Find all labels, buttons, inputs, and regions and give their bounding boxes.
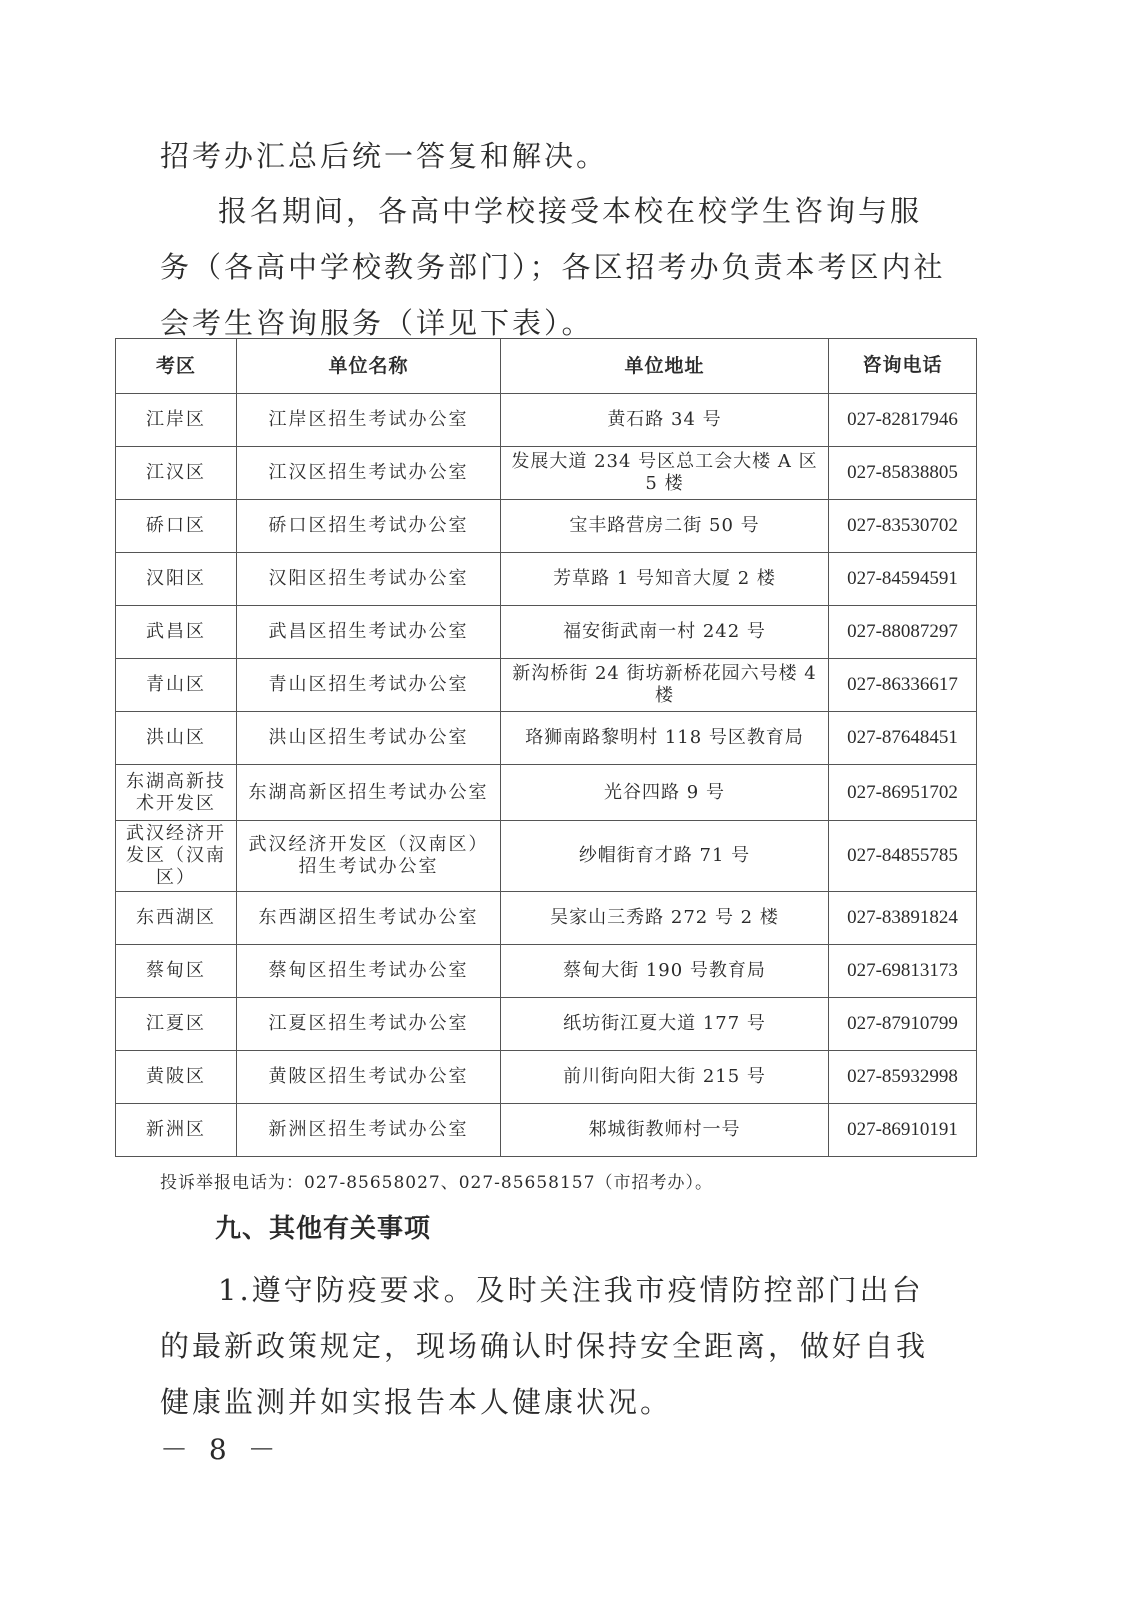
cell-address: 邾城街教师村一号 <box>501 1104 829 1157</box>
cell-phone: 027-88087297 <box>829 606 977 659</box>
cell-district: 武汉经济开发区（汉南区） <box>116 821 237 892</box>
paragraph-epidemic-prevention: 1.遵守防疫要求。及时关注我市疫情防控部门出台的最新政策规定，现场确认时保持安全距离，做好自我健康监测并如实报告本人健康状况。 <box>160 1273 929 1419</box>
cell-unit-name: 新洲区招生考试办公室 <box>237 1104 501 1157</box>
cell-unit-name: 江夏区招生考试办公室 <box>237 998 501 1051</box>
cell-unit-name: 武昌区招生考试办公室 <box>237 606 501 659</box>
header-unit-name: 单位名称 <box>237 339 501 394</box>
cell-address: 福安街武南一村 242 号 <box>501 606 829 659</box>
cell-unit-name: 硚口区招生考试办公室 <box>237 500 501 553</box>
cell-address: 蔡甸大街 190 号教育局 <box>501 945 829 998</box>
header-district: 考区 <box>116 339 237 394</box>
cell-phone: 027-86336617 <box>829 659 977 712</box>
cell-district: 硚口区 <box>116 500 237 553</box>
cell-phone: 027-69813173 <box>829 945 977 998</box>
table-row <box>116 659 977 712</box>
cell-address: 光谷四路 9 号 <box>501 765 829 821</box>
cell-phone: 027-86910191 <box>829 1104 977 1157</box>
cell-district: 汉阳区 <box>116 553 237 606</box>
cell-district: 江汉区 <box>116 447 237 500</box>
table-row <box>116 945 977 998</box>
cell-address: 前川街向阳大街 215 号 <box>501 1051 829 1104</box>
cell-unit-name: 青山区招生考试办公室 <box>237 659 501 712</box>
table-row <box>116 712 977 765</box>
table-row <box>116 606 977 659</box>
cell-phone: 027-84594591 <box>829 553 977 606</box>
cell-address: 黄石路 34 号 <box>501 394 829 447</box>
paragraph-continuation: 招考办汇总后统一答复和解决。 <box>160 139 609 173</box>
cell-address: 纸坊街江夏大道 177 号 <box>501 998 829 1051</box>
table-row <box>116 998 977 1051</box>
cell-district: 东湖高新技术开发区 <box>116 765 237 821</box>
cell-district: 黄陂区 <box>116 1051 237 1104</box>
cell-address: 吴家山三秀路 272 号 2 楼 <box>501 892 829 945</box>
complaint-hotline-note: 投诉举报电话为：027-85658027、027-85658157（市招考办）。 <box>160 1173 713 1193</box>
cell-phone: 027-87648451 <box>829 712 977 765</box>
cell-phone: 027-82817946 <box>829 394 977 447</box>
cell-unit-name: 黄陂区招生考试办公室 <box>237 1051 501 1104</box>
cell-unit-name: 汉阳区招生考试办公室 <box>237 553 501 606</box>
cell-unit-name: 江岸区招生考试办公室 <box>237 394 501 447</box>
cell-phone: 027-87910799 <box>829 998 977 1051</box>
cell-district: 洪山区 <box>116 712 237 765</box>
cell-unit-name: 蔡甸区招生考试办公室 <box>237 945 501 998</box>
header-address: 单位地址 <box>501 339 829 394</box>
table-row <box>116 765 977 821</box>
cell-address: 新沟桥街 24 街坊新桥花园六号楼 4 楼 <box>501 659 829 712</box>
cell-unit-name: 东湖高新区招生考试办公室 <box>237 765 501 821</box>
cell-unit-name: 武汉经济开发区（汉南区）招生考试办公室 <box>237 821 501 892</box>
table-row <box>116 1051 977 1104</box>
cell-phone: 027-83530702 <box>829 500 977 553</box>
cell-district: 江夏区 <box>116 998 237 1051</box>
cell-unit-name: 东西湖区招生考试办公室 <box>237 892 501 945</box>
cell-phone: 027-85932998 <box>829 1051 977 1104</box>
header-phone: 咨询电话 <box>829 339 977 394</box>
paragraph-consultation: 报名期间，各高中学校接受本校在校学生咨询与服务（各高中学校教务部门）；各区招考办负责本考区内社会考生咨询服务（详见下表）。 <box>160 194 946 340</box>
cell-address: 发展大道 234 号区总工会大楼 A 区 5 楼 <box>501 447 829 500</box>
page-number: － 8 － <box>160 1433 282 1466</box>
cell-district: 蔡甸区 <box>116 945 237 998</box>
cell-address: 宝丰路营房二街 50 号 <box>501 500 829 553</box>
table-row <box>116 447 977 500</box>
table-row <box>116 553 977 606</box>
cell-district: 青山区 <box>116 659 237 712</box>
cell-phone: 027-84855785 <box>829 821 977 892</box>
cell-address: 纱帽街育才路 71 号 <box>501 821 829 892</box>
cell-phone: 027-85838805 <box>829 447 977 500</box>
consultation-table <box>115 338 977 1157</box>
cell-address: 珞狮南路黎明村 118 号区教育局 <box>501 712 829 765</box>
cell-phone: 027-83891824 <box>829 892 977 945</box>
cell-district: 江岸区 <box>116 394 237 447</box>
section-heading: 九、其他有关事项 <box>215 1214 432 1244</box>
cell-unit-name: 江汉区招生考试办公室 <box>237 447 501 500</box>
cell-unit-name: 洪山区招生考试办公室 <box>237 712 501 765</box>
cell-phone: 027-86951702 <box>829 765 977 821</box>
cell-district: 东西湖区 <box>116 892 237 945</box>
table-row <box>116 1104 977 1157</box>
cell-address: 芳草路 1 号知音大厦 2 楼 <box>501 553 829 606</box>
table-row <box>116 892 977 945</box>
table-row <box>116 500 977 553</box>
table-header-row <box>116 339 977 394</box>
table-row <box>116 821 977 892</box>
table-row <box>116 394 977 447</box>
cell-district: 新洲区 <box>116 1104 237 1157</box>
cell-district: 武昌区 <box>116 606 237 659</box>
